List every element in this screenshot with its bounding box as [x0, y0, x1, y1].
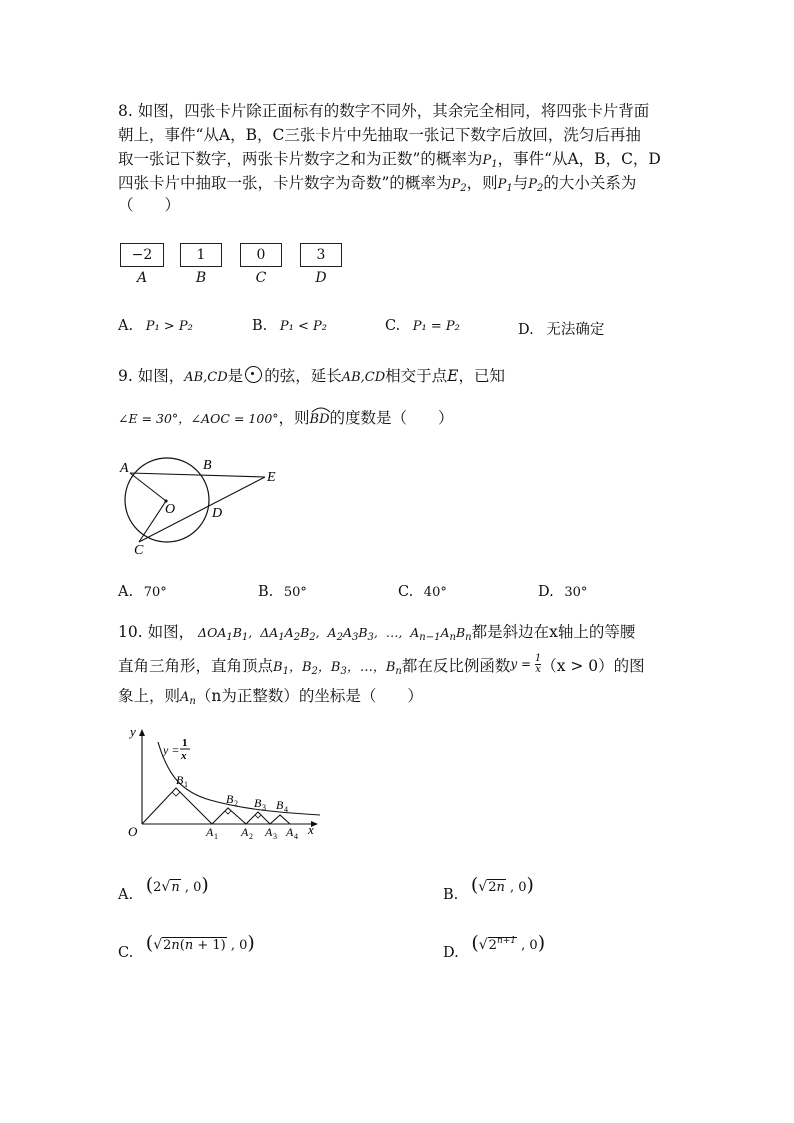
q10-domain-text: （x > 0）的图: [541, 657, 645, 675]
right-angle-mark: [172, 792, 180, 796]
option-text: ($√2^{n+1}$ , 0): [471, 932, 546, 954]
function-formula: y = $\frac{1}{x}$: [510, 653, 542, 675]
label-x: x: [308, 822, 314, 837]
q10-then: 象上，则: [118, 687, 181, 705]
option-text: P₁ > P₂: [145, 319, 193, 334]
q9-question: 的度数是（ ）: [329, 409, 454, 427]
q8-line-4: [118, 173, 636, 199]
label-b: B: [203, 458, 212, 473]
label-b1-sub: 1: [184, 780, 188, 789]
q10-function-text: 都在反比例函数: [401, 657, 511, 675]
q8-line-1: 8. 如图，四张卡片除正面标有的数字不同外，其余完全相同，将四张卡片背面: [118, 102, 650, 120]
label-a4-sub: 4: [294, 832, 298, 841]
q8-option-a[interactable]: [118, 318, 193, 334]
q9-chord-text: 的弦，延长: [264, 367, 342, 385]
q8-option-d[interactable]: [518, 318, 604, 339]
label-b3: B: [254, 796, 262, 810]
q9-option-d[interactable]: [538, 584, 587, 600]
card-label-b: B: [195, 270, 207, 286]
q10-option-b[interactable]: [443, 874, 534, 904]
label-b2: B: [226, 792, 234, 806]
option-text: 无法确定: [546, 322, 605, 338]
label-b4-sub: 4: [284, 805, 288, 814]
option-text: P₁ = P₂: [412, 319, 460, 334]
label-b4: B: [276, 798, 284, 812]
vertex-list: $B_1$，$B_2$，$B_3$，…，$B_n$: [273, 660, 402, 677]
q10-line-1: [118, 622, 635, 648]
right-angle-mark: [225, 811, 231, 814]
curve-label: y =: [163, 743, 180, 757]
option-letter: C.: [385, 318, 401, 334]
q9-option-c[interactable]: [398, 584, 447, 600]
line-aeb: [130, 473, 265, 477]
label-e: E: [267, 470, 276, 485]
option-letter: A.: [118, 318, 134, 334]
q8-and: 与: [512, 174, 529, 192]
arc-bd: [310, 408, 330, 430]
chord-names: AB,CD: [341, 370, 386, 385]
triangle-list: $\Delta OA_1B_1$, $\Delta A_1A_2B_2$, $A_2A_3B_3$, …, $A_{n-1}A_nB_n$: [194, 625, 472, 643]
q8-line-3: [118, 149, 661, 175]
label-o: O: [165, 502, 176, 517]
q10-option-c[interactable]: [118, 932, 255, 962]
q8-line-4-text: 四张卡片中抽取一张，卡片数字为奇数”的概率为: [118, 174, 452, 192]
label-c: C: [134, 543, 144, 558]
radius-oc: [139, 501, 166, 542]
q8-option-b[interactable]: [252, 318, 327, 334]
label-b2-sub: 2: [234, 799, 238, 808]
option-letter: A.: [118, 887, 134, 903]
option-text: 70°: [143, 585, 167, 600]
right-angle-mark: [255, 815, 261, 818]
radius-oa: [130, 473, 166, 501]
option-letter: C.: [118, 945, 134, 961]
label-a3: A: [265, 825, 273, 839]
label-b3-sub: 3: [262, 803, 266, 812]
option-text: (√2n , 0): [470, 874, 534, 896]
label-b1: B: [176, 773, 184, 787]
option-letter: D.: [538, 584, 554, 600]
q10-line-2: [118, 653, 645, 682]
label-a1: A: [206, 825, 214, 839]
option-text: P₁ < P₂: [279, 319, 327, 334]
label-a: A: [120, 461, 129, 476]
q9-prefix: 9. 如图，: [118, 367, 185, 385]
q8-answer-paren: （ ）: [118, 196, 181, 214]
p2-symbol: $P_2$: [528, 177, 544, 194]
card-label-d: D: [315, 270, 327, 286]
q10-line-3: [118, 686, 423, 712]
q9-intersect: 相交于点: [385, 367, 448, 385]
label-y: y: [130, 724, 136, 739]
q8-line-3-text: 取一张记下数字，两张卡片数字之和为正数”的概率为: [118, 150, 483, 168]
label-d: D: [212, 506, 223, 521]
option-letter: C.: [398, 584, 414, 600]
option-text: (√2n(n + 1) , 0): [145, 932, 255, 954]
circle-o-symbol: [245, 366, 262, 383]
label-origin: O: [128, 824, 138, 839]
q9-is: 是: [227, 367, 244, 385]
p2-symbol: $P_2$: [451, 177, 467, 194]
option-letter: B.: [252, 318, 268, 334]
label-a4: A: [286, 825, 294, 839]
curve-label-numerator: 1: [182, 737, 188, 749]
q9-given: ，已知: [458, 367, 506, 385]
card-d: 3: [300, 243, 342, 267]
option-letter: B.: [443, 887, 459, 903]
q8-line-2: 朝上，事件“从A，B，C三张卡片中先抽取一张记下数字后放回，洗匀后再抽: [118, 126, 641, 144]
triangle-2: [212, 808, 246, 824]
option-text: (2√n , 0): [145, 874, 209, 896]
curve-label-denominator: x: [181, 750, 187, 762]
q9-then: ，则: [278, 409, 310, 427]
q9-option-b[interactable]: [258, 584, 307, 600]
option-letter: D.: [518, 322, 534, 338]
p1-symbol: $P_1$: [482, 153, 498, 170]
q10-prefix: 10. 如图，: [118, 623, 195, 641]
option-letter: A.: [118, 584, 134, 600]
q10-question: （n为正整数）的坐标是（ ）: [195, 687, 423, 705]
card-c: 0: [240, 243, 282, 267]
line-cde: [139, 477, 265, 542]
card-b: 1: [180, 243, 222, 267]
option-text: 50°: [283, 585, 307, 600]
y-axis-arrow-icon: [139, 729, 145, 736]
triangle-1: [142, 788, 212, 824]
label-a3-sub: 3: [273, 832, 277, 841]
option-letter: B.: [258, 584, 274, 600]
hyperbola-figure: [120, 724, 330, 846]
label-a1-sub: 1: [214, 832, 218, 841]
q8-relation: 的大小关系为: [543, 174, 637, 192]
q9-line-1: [118, 366, 505, 388]
option-letter: D.: [443, 945, 459, 961]
q10-option-a[interactable]: [118, 874, 209, 904]
an-symbol: $A_n$: [180, 690, 196, 707]
q10-line-1-tail: 都是斜边在x轴上的等腰: [471, 623, 636, 641]
q10-vertex-text: 直角三角形，直角顶点: [118, 657, 274, 675]
card-label-a: A: [136, 270, 148, 286]
q8-then: ，则: [466, 174, 498, 192]
circle-figure: [110, 450, 310, 560]
q8-line-3-tail: ，事件“从A，B，C，D: [497, 150, 661, 168]
p1-symbol: $P_1$: [497, 177, 513, 194]
label-a2: A: [241, 825, 249, 839]
q9-option-a[interactable]: [118, 584, 167, 600]
arc-symbol-icon: [310, 405, 332, 413]
card-label-c: C: [255, 270, 267, 286]
arc-bd-label: BD: [309, 412, 330, 427]
chord-names: AB,CD: [184, 370, 228, 385]
angle-conditions: ∠E = 30°，∠AOC = 100°: [118, 411, 279, 426]
card-a: −2: [120, 243, 164, 267]
triangle-4: [270, 815, 290, 824]
option-text: 30°: [564, 585, 588, 600]
label-a2-sub: 2: [249, 832, 253, 841]
point-e: E: [447, 367, 459, 385]
q10-option-d[interactable]: [443, 932, 546, 962]
q8-option-c[interactable]: [385, 318, 460, 334]
option-text: 40°: [423, 585, 447, 600]
q9-line-2: [118, 408, 454, 430]
